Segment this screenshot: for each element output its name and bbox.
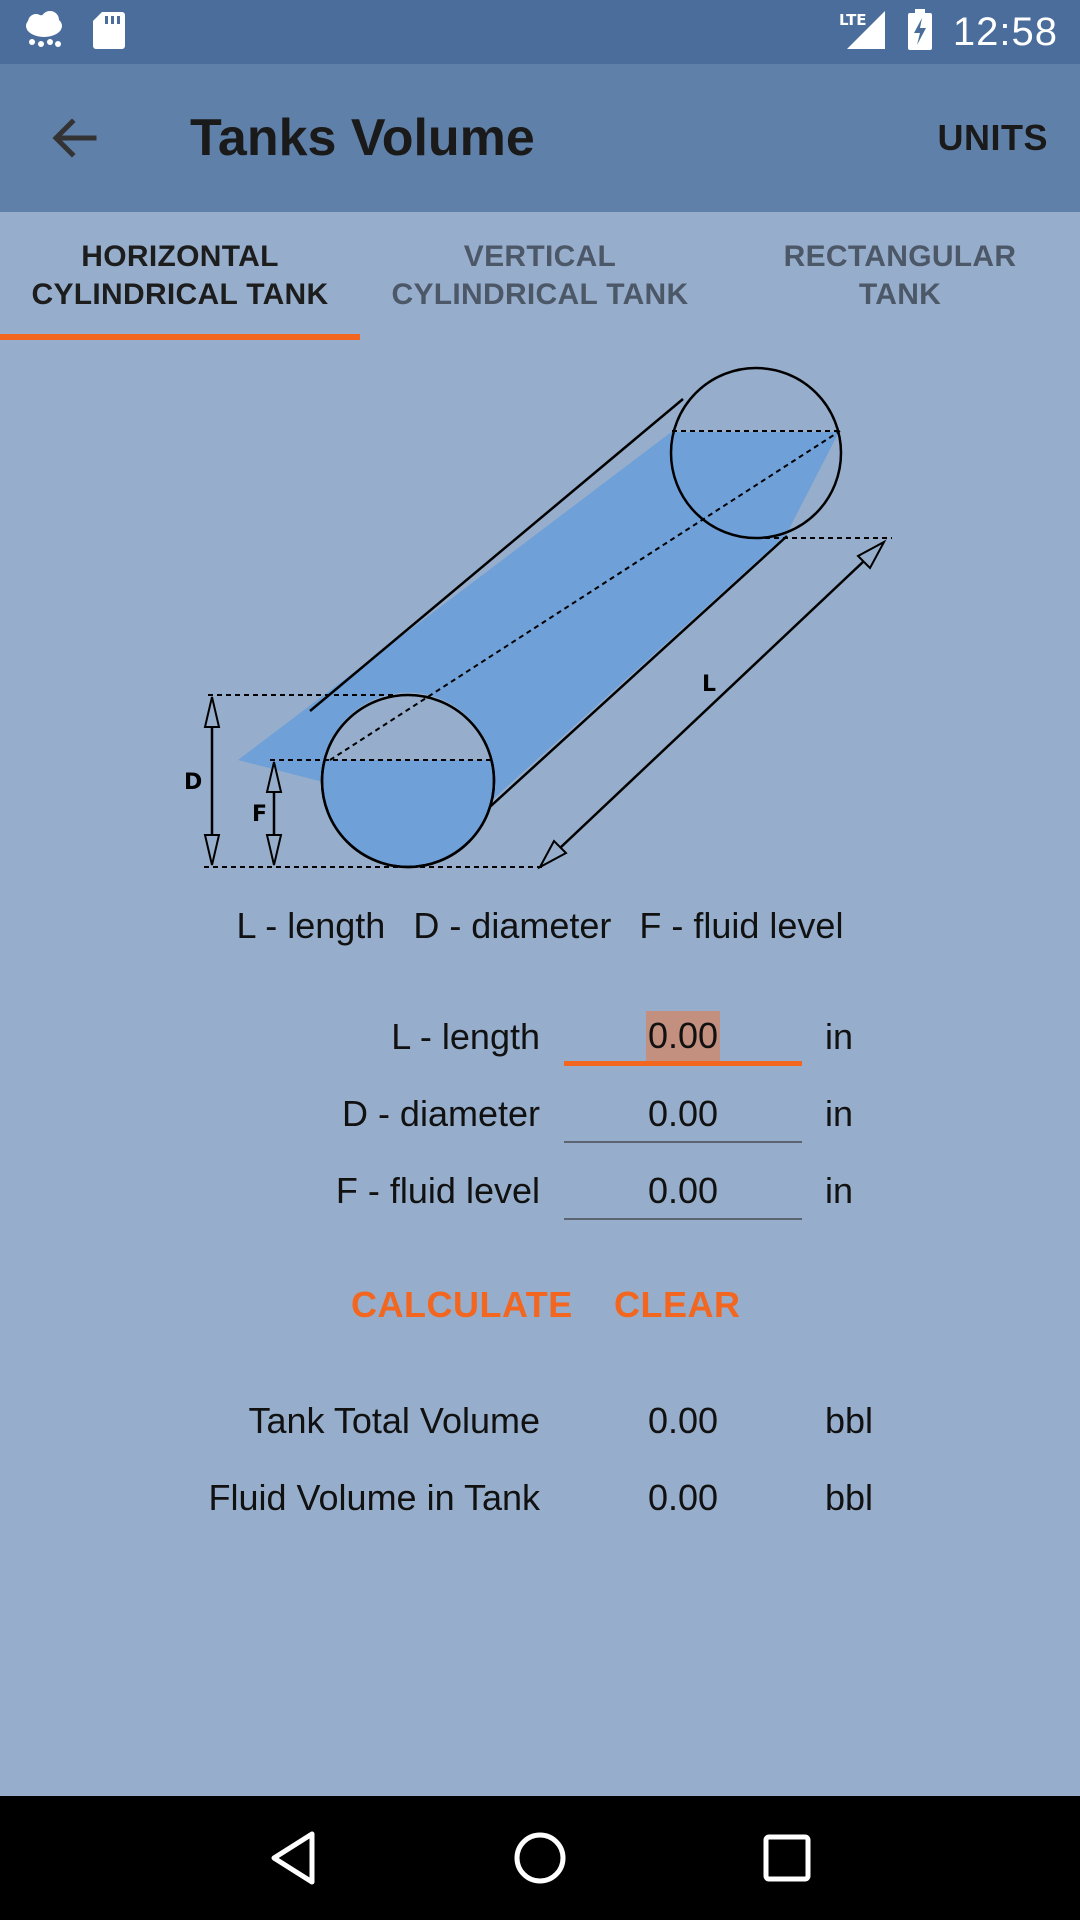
- nav-home-button[interactable]: [495, 1813, 585, 1903]
- length-input[interactable]: [564, 1010, 802, 1066]
- diameter-label: D - diameter: [341, 1093, 540, 1134]
- tab-vertical-cylindrical-tank[interactable]: VERTICAL CYLINDRICAL TANK: [391, 240, 689, 311]
- status-bar: [0, 0, 1080, 64]
- far-circle-empty: [672, 365, 838, 432]
- units-button[interactable]: UNITS: [937, 117, 1048, 158]
- nav-recents-button[interactable]: [742, 1813, 832, 1903]
- clear-button[interactable]: CLEAR: [614, 1284, 741, 1325]
- nav-back-button[interactable]: [248, 1813, 338, 1903]
- fluid-level-unit: in: [825, 1170, 854, 1211]
- sd-card-icon: [92, 10, 126, 55]
- total-volume-unit: bbl: [825, 1400, 874, 1441]
- result-row-fluid-volume: [0, 1463, 1080, 1533]
- input-row-diameter: [0, 1079, 1080, 1149]
- page-title: Tanks Volume: [190, 109, 535, 167]
- length-input-value: 0.00: [646, 1011, 720, 1061]
- diagram-label-d: D: [184, 770, 203, 795]
- back-button[interactable]: [44, 108, 104, 168]
- diagram-label-f: F: [252, 802, 268, 827]
- nav-home-icon: [512, 1830, 568, 1886]
- fluid-volume-label: Fluid Volume in Tank: [208, 1477, 540, 1518]
- input-row-fluid-level: [0, 1156, 1080, 1226]
- navigation-bar: [0, 1796, 1080, 1920]
- fluid-level-label: F - fluid level: [335, 1170, 540, 1211]
- nav-back-icon: [268, 1830, 318, 1886]
- fluid-volume-unit: bbl: [825, 1477, 874, 1518]
- diameter-input-value: 0.00: [647, 1093, 719, 1134]
- diameter-unit: in: [825, 1093, 854, 1134]
- nav-recents-icon: [762, 1833, 812, 1883]
- legend-diameter: D - diameter: [413, 905, 612, 946]
- tab-rectangular-tank[interactable]: RECTANGULAR TANK: [783, 240, 1017, 311]
- diagram-legend: [0, 905, 1080, 947]
- fluid-level-input[interactable]: [564, 1164, 802, 1220]
- legend-length: L - length: [236, 905, 386, 946]
- tank-diagram: [170, 355, 910, 875]
- arrow-back-icon: [50, 116, 98, 160]
- length-unit: in: [825, 1016, 854, 1057]
- battery-charging-icon: [907, 9, 933, 56]
- legend-fluid-level: F - fluid level: [639, 905, 844, 946]
- weather-cloud-icon: [22, 10, 66, 55]
- diameter-input[interactable]: [564, 1087, 802, 1143]
- fluid-volume-value: 0.00: [647, 1477, 719, 1518]
- action-buttons: [0, 1270, 1080, 1340]
- length-label: L - length: [391, 1016, 540, 1057]
- total-volume-value: 0.00: [647, 1400, 719, 1441]
- status-time: 12:58: [952, 9, 1058, 54]
- total-volume-label: Tank Total Volume: [248, 1400, 540, 1441]
- input-row-length: [0, 1002, 1080, 1072]
- fluid-level-input-value: 0.00: [647, 1170, 719, 1211]
- tab-bar: [0, 212, 1080, 340]
- tab-horizontal-cylindrical-tank[interactable]: HORIZONTAL CYLINDRICAL TANK: [0, 212, 360, 340]
- lte-signal-icon: [839, 9, 887, 56]
- diagram-label-l: L: [702, 672, 717, 697]
- calculate-button[interactable]: CALCULATE: [351, 1284, 573, 1325]
- app-bar: [0, 64, 1080, 212]
- lte-text: LTE: [838, 10, 867, 29]
- result-row-total-volume: [0, 1386, 1080, 1456]
